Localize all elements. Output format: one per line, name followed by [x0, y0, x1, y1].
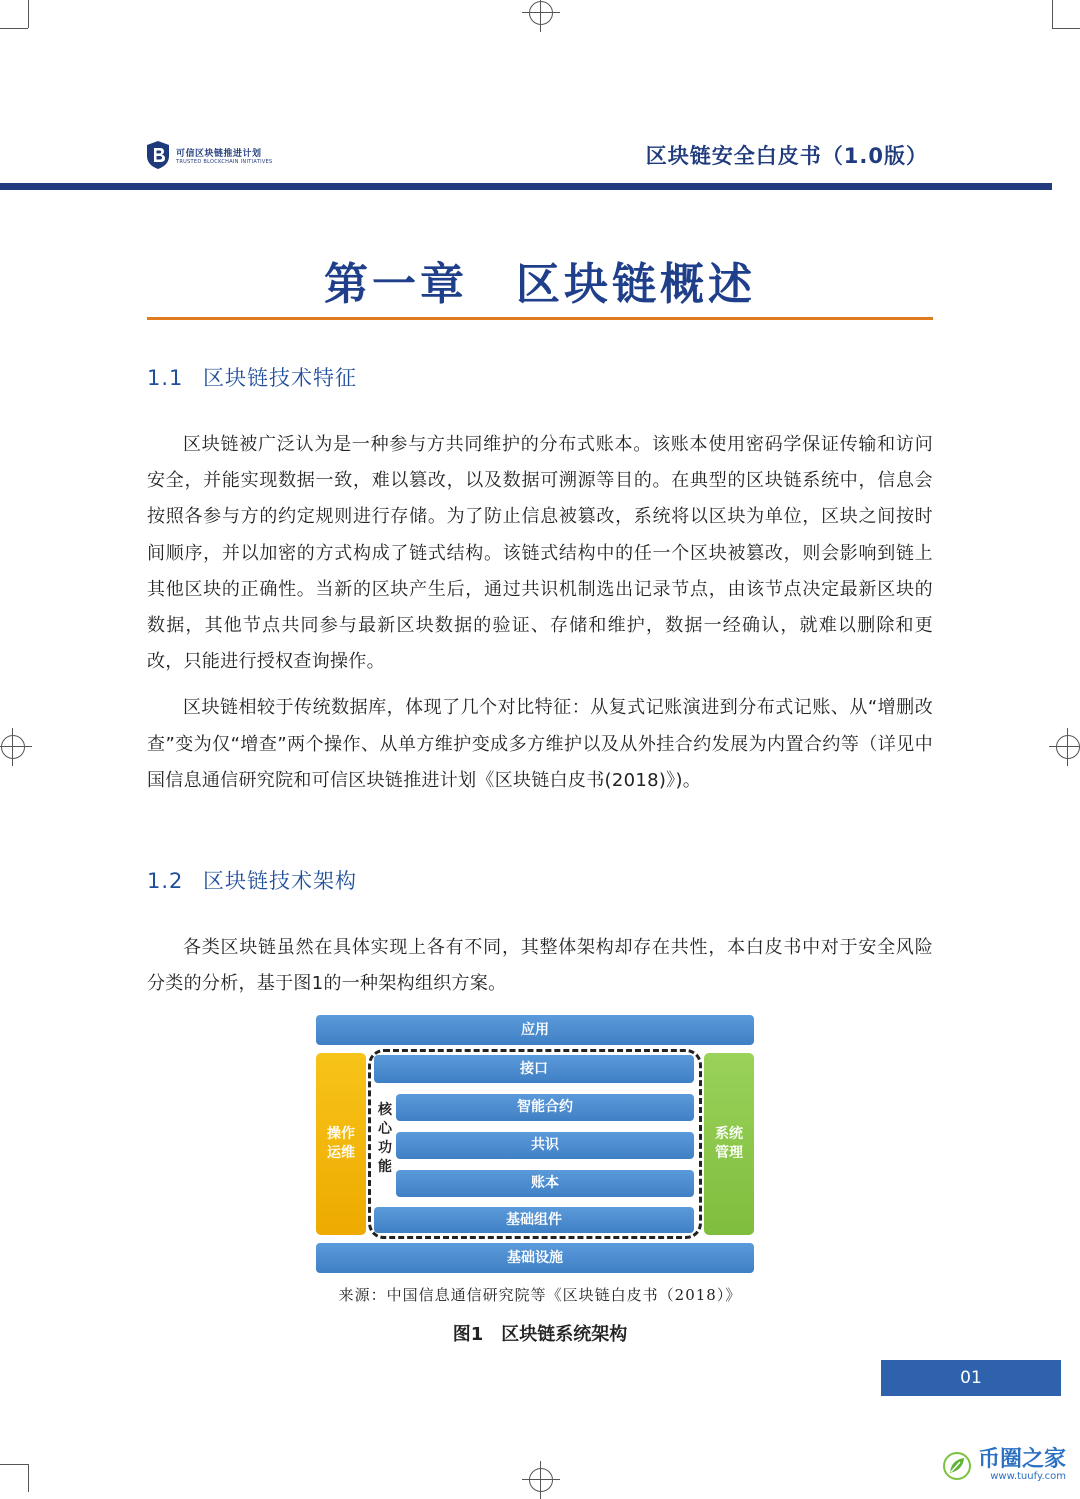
- watermark-url: www.tuufy.com: [990, 1471, 1066, 1482]
- section-heading: [147, 865, 357, 895]
- leaf-logo-icon: [942, 1451, 972, 1481]
- layer-smart-contract: 智能合约: [396, 1094, 694, 1121]
- crop-mark: [1052, 0, 1053, 28]
- layer-infrastructure: 基础设施: [316, 1243, 754, 1273]
- side-operations-label: 操作运维: [327, 1126, 355, 1161]
- core-function-label: 核心功能: [378, 1102, 392, 1175]
- layer-application: 应用: [316, 1015, 754, 1045]
- body-text-block: [147, 427, 933, 799]
- section-title: 区块链技术特征: [203, 366, 357, 390]
- paragraph: 区块链被广泛认为是一种参与方共同维护的分布式账本。该账本使用密码学保证传输和访问安全，并能实现数据一致，难以篡改，以及数据可溯源等目的。在典型的区块链系统中，信息会按照各参与方的约定规则进行存储。为了防止信息被篡改，系统将以区块为单位，区块之间按时间顺序，并以加密的方式构成了链式结构。该链式结构中的任一个区块被篡改，则会影响到链上其他区块的正确性。当新的区块产生后，通过共识机制选出记录节点，由该节点决定最新区块的数据，其他节点共同参与最新区块数据的验证、存储和维护，数据一经确认，就难以删除和更改，只能进行授权查询操作。: [147, 434, 933, 673]
- paragraph: 各类区块链虽然在具体实现上各有不同，其整体架构却存在共性，本白皮书中对于安全风险分类的分析，基于图1的一种架构组织方案。: [147, 937, 933, 995]
- crop-mark: [28, 0, 29, 28]
- crop-mark: [0, 28, 28, 29]
- chapter-divider: [147, 317, 933, 320]
- crop-mark: [1052, 28, 1080, 29]
- layer-base-components: 基础组件: [374, 1207, 694, 1233]
- layer-ledger: 账本: [396, 1170, 694, 1197]
- registration-mark: [1056, 735, 1080, 759]
- logo-text: 可信区块链推进计划: [176, 148, 262, 159]
- header-rule: [0, 183, 1052, 190]
- page-number: [881, 1360, 1061, 1396]
- figure-source: 来源：中国信息通信研究院等《区块链白皮书（2018）》: [338, 1286, 742, 1304]
- body-text-block: [147, 930, 933, 1002]
- figure-caption: 图1 区块链系统架构: [452, 1324, 628, 1345]
- paragraph: 区块链相较于传统数据库，体现了几个对比特征：从复式记账演进到分布式记账、从“增删改查”变为仅“增查”两个操作、从单方维护变成多方维护以及从外挂合约发展为内置合约等（详见中国信息通信研究院和可信区块链推进计划《区块链白皮书(2018)》)。: [147, 697, 933, 791]
- section-number: 1.1: [147, 366, 184, 390]
- registration-mark: [1, 735, 25, 759]
- chapter-title: 第一章 区块链概述: [324, 259, 756, 310]
- document-title: 区块链安全白皮书（1.0版）: [645, 144, 928, 168]
- shield-logo-icon: [146, 140, 170, 170]
- architecture-diagram: [316, 1015, 756, 1275]
- side-system-management: [704, 1053, 754, 1235]
- section-number: 1.2: [147, 869, 184, 893]
- layer-consensus: 共识: [396, 1132, 694, 1159]
- logo-subtext: TRUSTED BLOCKCHAIN INITIATIVES: [176, 158, 273, 165]
- side-system-management-label: 系统管理: [715, 1126, 743, 1161]
- layer-interface: 接口: [374, 1055, 694, 1083]
- registration-mark: [529, 1, 553, 25]
- header-logo: [146, 140, 273, 170]
- section-title: 区块链技术架构: [203, 869, 357, 893]
- section-heading: [147, 362, 357, 392]
- watermark-name: 币圈之家: [977, 1447, 1066, 1472]
- registration-mark: [529, 1468, 553, 1492]
- side-operations: [316, 1053, 366, 1235]
- crop-mark: [28, 1464, 29, 1492]
- crop-mark: [0, 1464, 28, 1465]
- watermark: [942, 1449, 1066, 1482]
- page-number-text: 01: [960, 1368, 982, 1388]
